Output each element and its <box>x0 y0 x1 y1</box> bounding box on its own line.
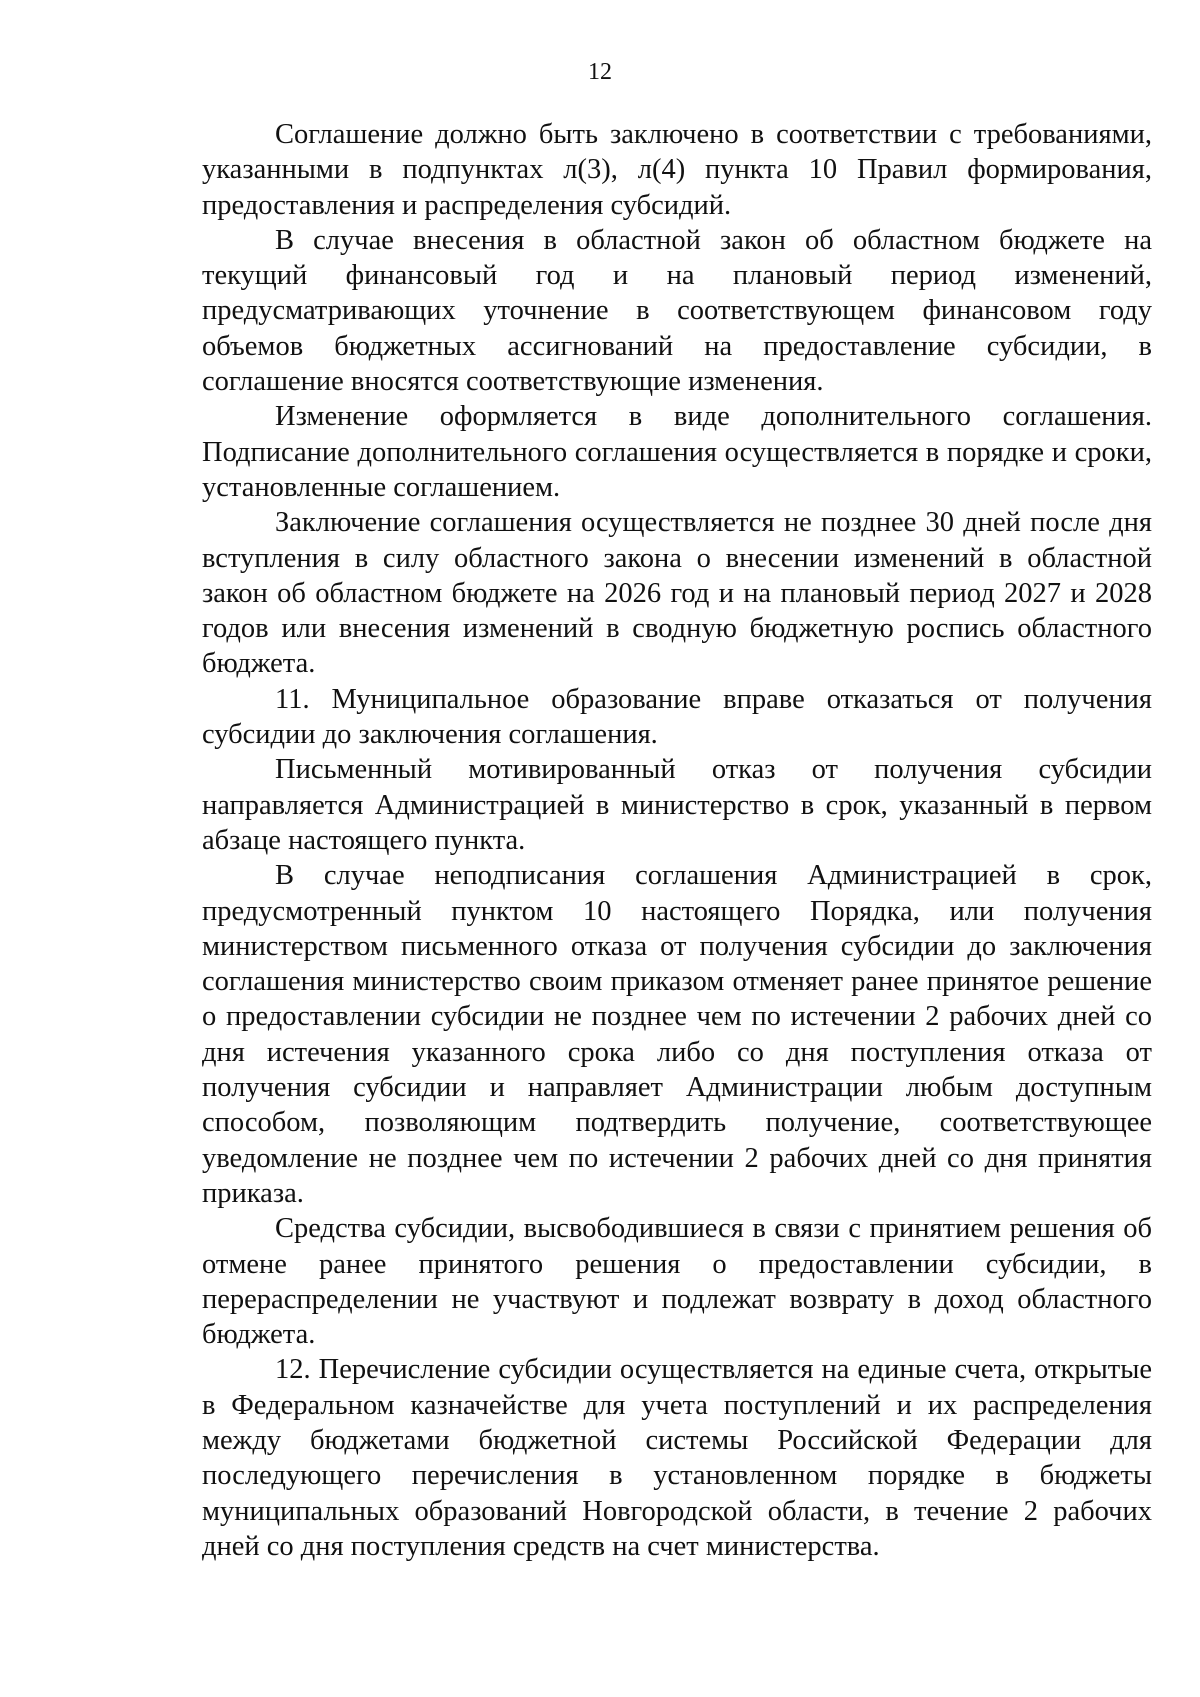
paragraph-additional-agreement: Изменение оформляется в виде дополнительного соглашения. Подписание дополнительного соглашения осуществляется в порядке и сроки, установленные соглашением. <box>202 401 1152 503</box>
paragraph-agreement-requirements: Соглашение должно быть заключено в соответствии с требованиями, указанными в подпунктах л(3), л(4) пункта 10 Правил формирования, предоставления и распределения субсидий. <box>202 119 1152 221</box>
paragraph-item-11-refusal: 11. Муниципальное образование вправе отказаться от получения субсидии до заключения соглашения. <box>202 683 1152 751</box>
paragraph-released-funds: Средства субсидии, высвободившиеся в связи с принятием решения об отмене ранее принятого решения о предоставлении субсидии, в перераспределении не участвуют и подлежат возврату в доход областного бюджета. <box>202 1213 1152 1351</box>
document-body <box>202 117 1152 1564</box>
paragraph-non-signing: В случае неподписания соглашения Администрацией в срок, предусмотренный пунктом 10 настоящего Порядка, или получения министерством письменного отказа от получения субсидии до заключения соглашения министерство своим приказом отменяет ранее принятое решение о предоставлении субсидии не позднее чем по истечении 2 рабочих дней со дня истечения указанного срока либо со дня поступления отказа от получения субсидии и направляет Администрации любым доступным способом, позволяющим подтвердить получение, соответствующее уведомление не позднее чем по истечении 2 рабочих дней со дня принятия приказа. <box>202 860 1152 1209</box>
paragraph-written-refusal: Письменный мотивированный отказ от получения субсидии направляется Администрацией в министерство в срок, указанный в первом абзаце настоящего пункта. <box>202 754 1152 856</box>
page-number: 12 <box>588 59 612 85</box>
paragraph-budget-law-changes: В случае внесения в областной закон об областном бюджете на текущий финансовый год и на плановый период изменений, предусматривающих уточнение в соответствующем финансовом году объемов бюджетных ассигнований на предоставление субсидии, в соглашение вносятся соответствующие изменения. <box>202 224 1152 398</box>
paragraph-agreement-deadline: Заключение соглашения осуществляется не позднее 30 дней после дня вступления в силу областного закона о внесении изменений в областной закон об областном бюджете на 2026 год и на плановый период 2027 и 2028 годов или внесения изменений в сводную бюджетную роспись областного бюджета. <box>202 507 1152 680</box>
paragraph-item-12-transfer: 12. Перечисление субсидии осуществляется на единые счета, открытые в Федеральном казначействе для учета поступлений и их распределения между бюджетами бюджетной системы Российской Федерации для последующего перечисления в установленном порядке в бюджеты муниципальных образований Новгородской области, в течение 2 рабочих дней со дня поступления средств на счет министерства. <box>202 1354 1152 1562</box>
